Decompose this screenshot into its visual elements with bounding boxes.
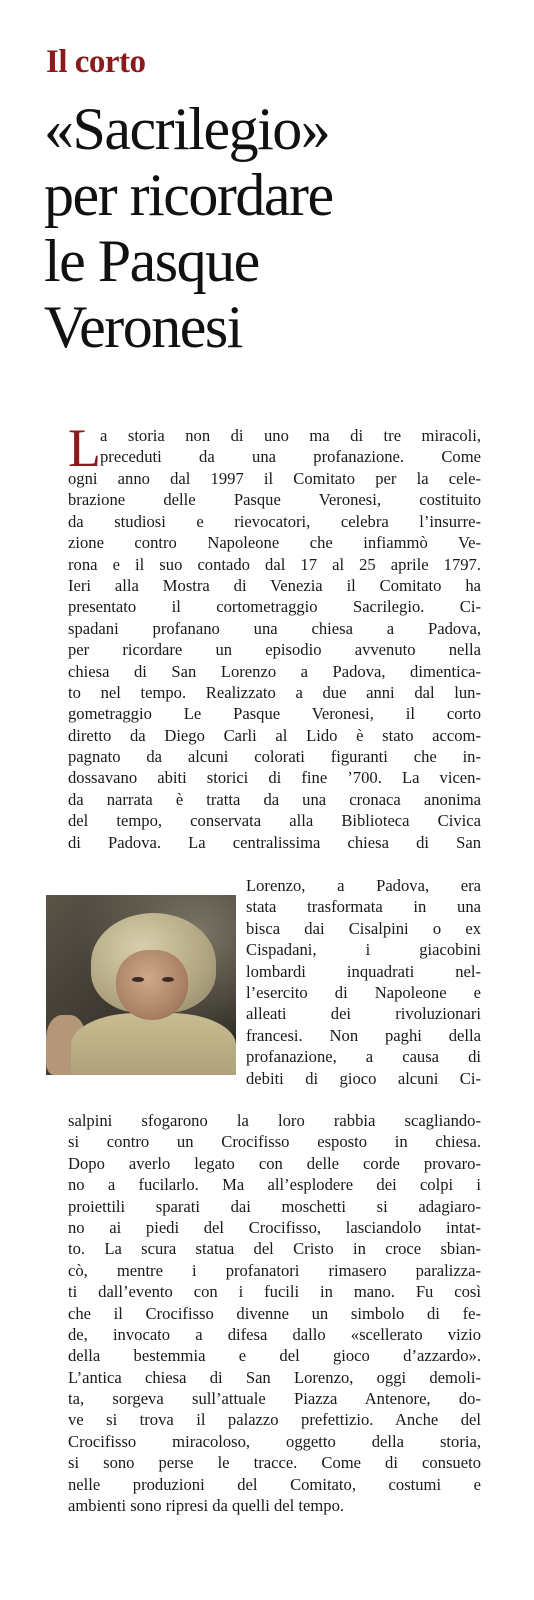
article-photo (46, 895, 236, 1075)
body-line: ambienti sono ripresi da quelli del tempo. (68, 1496, 345, 1516)
body-line: ta, sorgeva sull’attuale Piazza Antenore, do- (68, 1389, 481, 1409)
body-line: alleati dei rivoluzionari (246, 1004, 481, 1024)
body-line: da studiosi e rievocatori, celebra l’insurre- (68, 511, 481, 531)
photo-figure-eye (132, 977, 144, 982)
body-line: chiesa di San Lorenzo a Padova, dimentica- (68, 661, 481, 681)
body-line: rona e il suo contado dal 17 al 25 aprile 1797. (68, 554, 481, 574)
body-line: profanazione, a causa di (246, 1047, 481, 1067)
headline-line: le Pasque (44, 228, 259, 294)
body-line: si contro un Crocifisso esposto in chiesa. (68, 1132, 481, 1152)
body-line: salpini sfogarono la loro rabbia scagliando- (68, 1111, 481, 1130)
body-line: preceduti da una profanazione. Come (100, 447, 481, 467)
body-line: Dopo averlo legato con delle corde provaro- (68, 1153, 481, 1173)
body-line: Cispadani, i giacobini (246, 940, 481, 960)
body-line: spadani profanano una chiesa a Padova, (68, 618, 481, 638)
body-line: stata trasformata in una (246, 897, 481, 917)
body-line: nelle produzioni del Comitato, costumi e (68, 1474, 481, 1494)
article-body-opening (100, 425, 481, 468)
article-body-beside-photo (246, 875, 481, 1089)
body-line: L’antica chiesa di San Lorenzo, oggi demoli- (68, 1367, 481, 1387)
body-line: dossavano abiti storici di fine ’700. La vicen- (68, 768, 481, 788)
body-line: proiettili sparati dai moschetti si adagiaro- (68, 1196, 481, 1216)
body-line: che il Crocifisso divenne un simbolo di fe- (68, 1303, 481, 1323)
body-line: gometraggio Le Pasque Veronesi, il corto (68, 704, 481, 724)
body-line: no ai piedi del Crocifisso, lasciandolo intat- (68, 1217, 481, 1237)
body-line: del tempo, conservata alla Biblioteca Civica (68, 811, 481, 831)
headline-line: Veronesi (44, 294, 242, 360)
headline-line: per ricordare (44, 162, 333, 228)
article-headline (44, 96, 333, 360)
body-line: bisca dai Cisalpini o ex (246, 918, 481, 938)
body-line: lombardi inquadrati nel- (246, 961, 481, 981)
body-line: si sono perse le tracce. Come di consueto (68, 1453, 481, 1473)
body-line: no a fucilarlo. Ma all’esplodere dei colpi i (68, 1175, 481, 1195)
body-line: presentato il cortometraggio Sacrilegio. Ci- (68, 597, 481, 617)
article-kicker: Il corto (46, 44, 146, 80)
body-line: cò, mentre i profanatori rimasero paralizza- (68, 1260, 481, 1280)
body-line: Lorenzo, a Padova, era (246, 876, 481, 895)
body-line: ve si trova il palazzo prefettizio. Anche del (68, 1410, 481, 1430)
body-line: brazione delle Pasque Veronesi, costituito (68, 490, 481, 510)
body-line: ti dall’evento con i fucili in mano. Fu così (68, 1282, 481, 1302)
body-line: Ieri alla Mostra di Venezia il Comitato ha (68, 575, 481, 595)
body-line: Crocifisso miracoloso, oggetto della storia, (68, 1431, 481, 1451)
body-line: a storia non di uno ma di tre miracoli, (100, 426, 481, 445)
photo-figure-dress (71, 1013, 236, 1075)
article-body-lower (68, 1110, 481, 1516)
headline-line: «Sacrilegio» (44, 96, 330, 162)
body-line: to nel tempo. Realizzato a due anni dal lun- (68, 682, 481, 702)
body-line: l’esercito di Napoleone e (246, 982, 481, 1002)
body-line: francesi. Non paghi della (246, 1025, 481, 1045)
photo-figure-face (116, 950, 188, 1020)
drop-cap: L (68, 418, 101, 478)
body-line: per ricordare un episodio avvenuto nella (68, 640, 481, 660)
article-body-upper (68, 468, 481, 853)
body-line: della bestemmia e del gioco d’azzardo». (68, 1346, 481, 1366)
body-line: di Padova. La centralissima chiesa di San (68, 832, 481, 852)
body-line: diretto da Diego Carli al Lido è stato accom- (68, 725, 481, 745)
body-line: debiti di gioco alcuni Ci- (246, 1068, 481, 1088)
photo-figure-eye (162, 977, 174, 982)
body-line: de, invocato a difesa dallo «scellerato vizio (68, 1324, 481, 1344)
body-line: to. La scura statua del Cristo in croce sbian- (68, 1239, 481, 1259)
body-line: da narrata è tratta da una cronaca anonima (68, 789, 481, 809)
body-line: pagnato da alcuni colorati figuranti che in- (68, 747, 481, 767)
body-line: zione contro Napoleone che infiammò Ve- (68, 533, 481, 553)
body-line: ogni anno dal 1997 il Comitato per la cele- (68, 469, 481, 488)
